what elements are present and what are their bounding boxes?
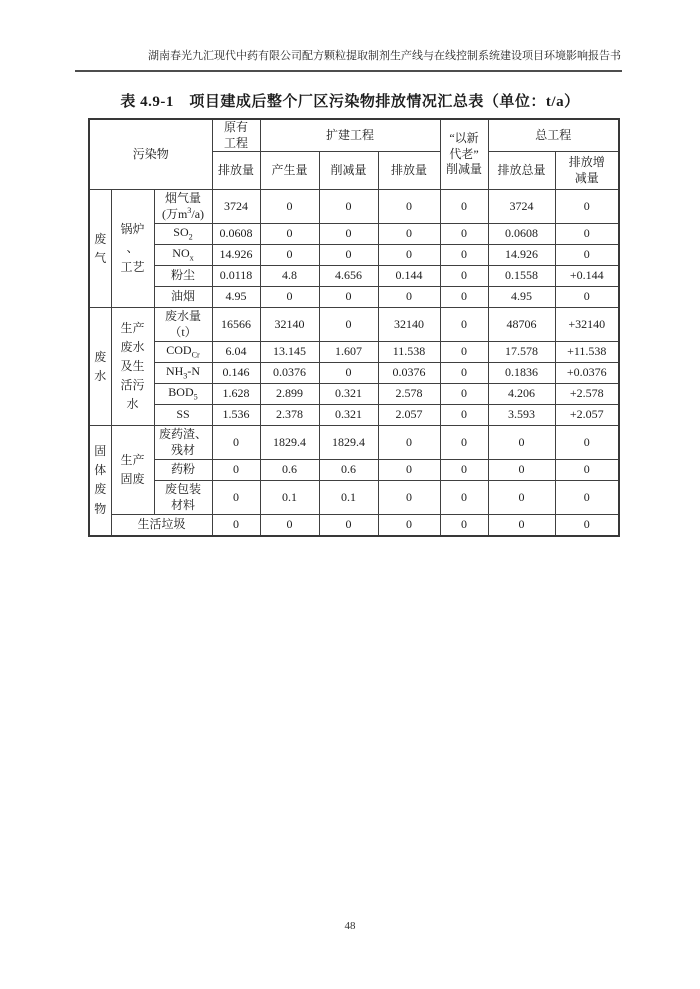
value-cell: 0 — [440, 426, 488, 460]
value-cell: 13.145 — [260, 342, 319, 363]
value-cell: 1.536 — [212, 405, 260, 426]
value-cell: +0.144 — [555, 266, 619, 287]
value-cell: 0 — [555, 426, 619, 460]
item-cell: 药粉 — [154, 460, 212, 481]
header-discharge: 排放量 — [212, 152, 260, 190]
item-cell: 生活垃圾 — [111, 515, 212, 536]
value-cell: 14.926 — [212, 245, 260, 266]
value-cell: 0 — [260, 245, 319, 266]
table-title: 表 4.9-1 项目建成后整个厂区污染物排放情况汇总表（单位：t/a） — [120, 94, 580, 110]
value-cell: 0 — [378, 426, 440, 460]
value-cell: 0 — [440, 384, 488, 405]
value-cell: 4.8 — [260, 266, 319, 287]
value-cell: +2.057 — [555, 405, 619, 426]
value-cell: 11.538 — [378, 342, 440, 363]
pollutant-summary-table — [88, 118, 620, 537]
value-cell: 2.578 — [378, 384, 440, 405]
value-cell: 0 — [319, 224, 378, 245]
value-cell: 0 — [378, 224, 440, 245]
value-cell: 0 — [555, 224, 619, 245]
value-cell: 0.1558 — [488, 266, 555, 287]
item-cell: 废包装 材料 — [154, 481, 212, 515]
value-cell: 4.95 — [212, 287, 260, 308]
value-cell: +32140 — [555, 308, 619, 342]
value-cell: 0 — [378, 245, 440, 266]
category-cell: 废 水 — [89, 308, 111, 426]
value-cell: 0 — [555, 245, 619, 266]
value-cell: 0 — [260, 224, 319, 245]
value-cell: 0 — [440, 287, 488, 308]
value-cell: 0 — [440, 266, 488, 287]
value-cell: 0.0118 — [212, 266, 260, 287]
value-cell: 0 — [555, 515, 619, 536]
value-cell: 0 — [319, 190, 378, 224]
page-number: 48 — [344, 920, 356, 932]
value-cell: 0 — [319, 245, 378, 266]
value-cell: 0 — [555, 481, 619, 515]
item-cell: 粉尘 — [154, 266, 212, 287]
value-cell: 0 — [440, 460, 488, 481]
item-cell: $NO_x$ — [154, 245, 212, 266]
category-cell: 废 气 — [89, 190, 111, 308]
value-cell: 4.206 — [488, 384, 555, 405]
value-cell: +11.538 — [555, 342, 619, 363]
value-cell: 0 — [378, 287, 440, 308]
item-cell: 烟气量 (万$m^3/a$) — [154, 190, 212, 224]
item-cell: SS — [154, 405, 212, 426]
item-cell: 废药渣、 残材 — [154, 426, 212, 460]
value-cell: 0 — [488, 515, 555, 536]
header-rule — [75, 70, 622, 72]
value-cell: 0 — [319, 363, 378, 384]
value-cell: 0 — [212, 426, 260, 460]
item-cell: $SO_2$ — [154, 224, 212, 245]
header-generated: 产生量 — [260, 152, 319, 190]
value-cell: 1.628 — [212, 384, 260, 405]
value-cell: 14.926 — [488, 245, 555, 266]
value-cell: 0 — [260, 287, 319, 308]
value-cell: 0.6 — [319, 460, 378, 481]
value-cell: 1.607 — [319, 342, 378, 363]
value-cell: 2.057 — [378, 405, 440, 426]
category-cell: 固 体 废 物 — [89, 426, 111, 536]
value-cell: 0 — [319, 308, 378, 342]
value-cell: 0 — [440, 190, 488, 224]
value-cell: 32140 — [260, 308, 319, 342]
value-cell: 0.0608 — [488, 224, 555, 245]
value-cell: 3.593 — [488, 405, 555, 426]
value-cell: 0.6 — [260, 460, 319, 481]
value-cell: 0.146 — [212, 363, 260, 384]
value-cell: 0.0608 — [212, 224, 260, 245]
header-pollutant: 污染物 — [89, 119, 212, 190]
value-cell: 1829.4 — [319, 426, 378, 460]
value-cell: 1829.4 — [260, 426, 319, 460]
item-cell: $BOD_5$ — [154, 384, 212, 405]
value-cell: 0 — [212, 481, 260, 515]
value-cell: 2.899 — [260, 384, 319, 405]
value-cell: 0 — [440, 308, 488, 342]
value-cell: 0 — [555, 287, 619, 308]
item-cell: 油烟 — [154, 287, 212, 308]
value-cell: 0 — [260, 515, 319, 536]
value-cell: 3724 — [212, 190, 260, 224]
value-cell: 16566 — [212, 308, 260, 342]
value-cell: 0 — [319, 287, 378, 308]
value-cell: 0 — [260, 190, 319, 224]
value-cell: 0.321 — [319, 384, 378, 405]
value-cell: 0.1 — [260, 481, 319, 515]
item-cell: $COD_{Cr}$ — [154, 342, 212, 363]
value-cell: 32140 — [378, 308, 440, 342]
item-cell: 废水量 （t） — [154, 308, 212, 342]
value-cell: 0 — [555, 190, 619, 224]
value-cell: 0.0376 — [260, 363, 319, 384]
value-cell: 0.1836 — [488, 363, 555, 384]
header-new-for-old: “以新 代老” 削减量 — [440, 119, 488, 190]
header-discharge-change: 排放增 减量 — [555, 152, 619, 190]
value-cell: 0 — [378, 515, 440, 536]
value-cell: 48706 — [488, 308, 555, 342]
value-cell: 0 — [378, 190, 440, 224]
table-body — [89, 190, 619, 536]
value-cell: 0 — [488, 426, 555, 460]
value-cell: +2.578 — [555, 384, 619, 405]
value-cell: 0 — [440, 481, 488, 515]
value-cell: 0.0376 — [378, 363, 440, 384]
value-cell: 4.95 — [488, 287, 555, 308]
header-expansion-project: 扩建工程 — [260, 119, 440, 152]
header-discharged: 排放量 — [378, 152, 440, 190]
document-header-text: 湖南春光九汇现代中药有限公司配方颗粒提取制剂生产线与在线控制系统建设项目环境影响报告书 — [148, 50, 621, 62]
value-cell: 0 — [440, 245, 488, 266]
value-cell: 0 — [555, 460, 619, 481]
value-cell: 0 — [212, 515, 260, 536]
value-cell: 0 — [440, 515, 488, 536]
value-cell: 0.1 — [319, 481, 378, 515]
value-cell: 0 — [378, 460, 440, 481]
value-cell: 0 — [212, 460, 260, 481]
value-cell: 4.656 — [319, 266, 378, 287]
value-cell: 0 — [440, 224, 488, 245]
value-cell: +0.0376 — [555, 363, 619, 384]
value-cell: 0 — [488, 460, 555, 481]
value-cell: 0.144 — [378, 266, 440, 287]
group-cell: 生产 废水 及生 活污 水 — [111, 308, 154, 426]
header-reduced: 削减量 — [319, 152, 378, 190]
value-cell: 0 — [488, 481, 555, 515]
value-cell: 0 — [319, 515, 378, 536]
header-original-project: 原有 工程 — [212, 119, 260, 152]
value-cell: 0 — [440, 363, 488, 384]
header-total-project: 总工程 — [488, 119, 619, 152]
value-cell: 17.578 — [488, 342, 555, 363]
group-cell: 生产 固废 — [111, 426, 154, 515]
value-cell: 0 — [440, 342, 488, 363]
item-cell: $NH_3-N$ — [154, 363, 212, 384]
value-cell: 0.321 — [319, 405, 378, 426]
value-cell: 0 — [378, 481, 440, 515]
group-cell: 锅炉 、 工艺 — [111, 190, 154, 308]
value-cell: 3724 — [488, 190, 555, 224]
value-cell: 6.04 — [212, 342, 260, 363]
header-total-discharge: 排放总量 — [488, 152, 555, 190]
value-cell: 2.378 — [260, 405, 319, 426]
value-cell: 0 — [440, 405, 488, 426]
